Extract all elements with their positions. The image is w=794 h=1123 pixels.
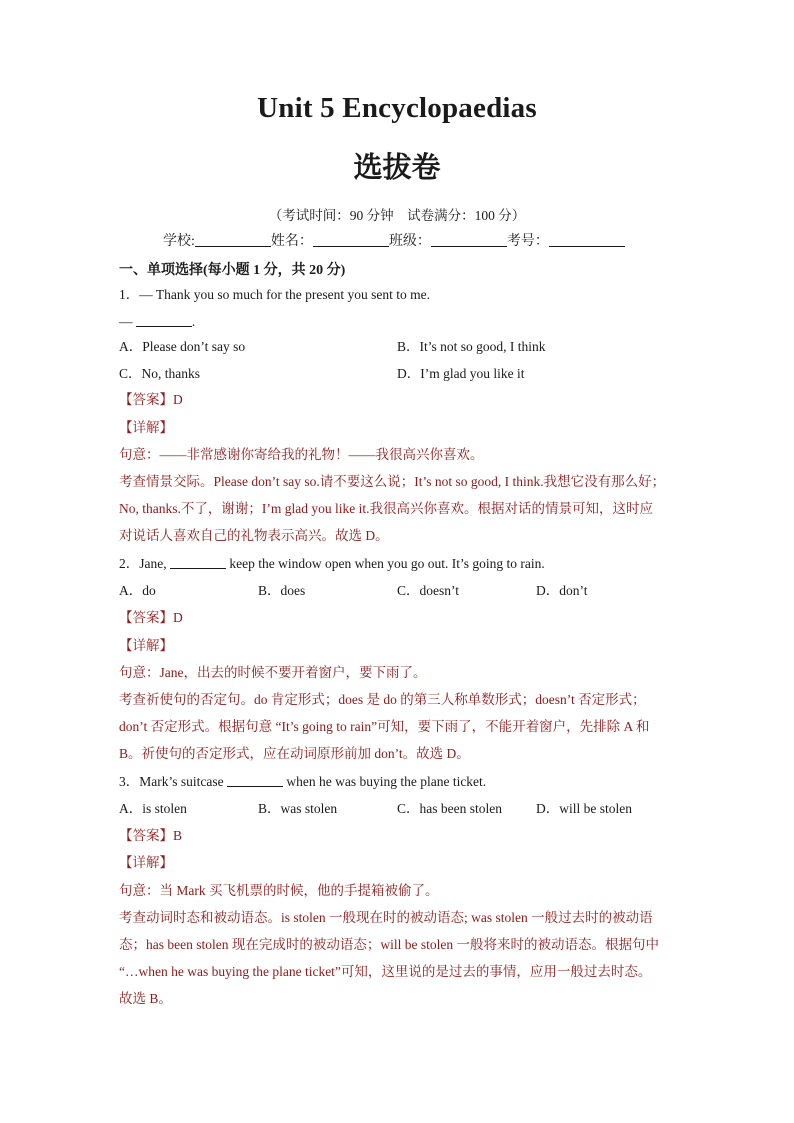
question-1-answer: 【答案】D bbox=[119, 392, 183, 407]
school-blank bbox=[195, 232, 271, 247]
question-2-option-b: B．does bbox=[258, 583, 306, 598]
number-blank bbox=[549, 232, 625, 247]
question-1-stem: 1．— Thank you so much for the present you sent to me. bbox=[119, 287, 430, 302]
question-2-option-d: D．don’t bbox=[536, 583, 588, 598]
question-3-explanation-line: 故选 B。 bbox=[119, 991, 172, 1006]
question-3-explanation-line: 考查动词时态和被动语态。is stolen 一般现在时的被动语态; was stolen 一般过去时的被动语 bbox=[119, 910, 653, 925]
question-1-explanation-line: No, thanks.不了，谢谢；I’m glad you like it.我很高兴你喜欢。根据对话的情景可知，这时应 bbox=[119, 501, 653, 516]
question-3-option-d: D．will be stolen bbox=[536, 801, 632, 816]
question-2-explanation-line: 考查祈使句的否定句。do 肯定形式；does 是 do 的第三人称单数形式；doesn’t 否定形式； bbox=[119, 692, 646, 707]
section-title: 一、单项选择(每小题 1 分，共 20 分) bbox=[119, 263, 346, 278]
question-1-response: — . bbox=[119, 314, 196, 329]
question-1-detail-label: 【详解】 bbox=[119, 420, 173, 435]
student-info-fields bbox=[163, 230, 625, 250]
name-blank bbox=[313, 232, 389, 247]
question-3-option-a: A．is stolen bbox=[119, 801, 187, 816]
question-3-explanation-line: “…when he was buying the plane ticket”可知，这里说的是过去的事情，应用一般过去时态。 bbox=[119, 964, 652, 979]
page-subtitle: 选拔卷 bbox=[353, 150, 441, 184]
question-3-explanation-line: 句意：当 Mark 买飞机票的时候，他的手提箱被偷了。 bbox=[119, 883, 439, 898]
exam-info: （考试时间：90 分钟 试卷满分：100 分） bbox=[268, 208, 526, 223]
question-2-answer: 【答案】D bbox=[119, 610, 183, 625]
question-3-option-c: C．has been stolen bbox=[397, 801, 502, 816]
question-2-option-c: C．doesn’t bbox=[397, 583, 460, 598]
question-2-explanation-line: don’t 否定形式。根据句意 “It’s going to rain”可知，要下雨了，不能开着窗户，先排除 A 和 bbox=[119, 719, 650, 734]
question-2-stem: 2．Jane, keep the window open when you go out. It’s going to rain. bbox=[119, 556, 545, 571]
question-3-answer: 【答案】B bbox=[119, 828, 183, 843]
answer-blank bbox=[227, 774, 283, 787]
answer-blank bbox=[136, 314, 192, 327]
number-label: 考号： bbox=[506, 234, 549, 249]
question-2-detail-label: 【详解】 bbox=[119, 638, 173, 653]
question-3-explanation-line: 态；has been stolen 现在完成时的被动语态；will be stolen 一般将来时的被动语态。根据句中 bbox=[119, 937, 659, 952]
question-3-option-b: B．was stolen bbox=[258, 801, 338, 816]
question-1-option-a: A．Please don’t say so bbox=[119, 339, 246, 354]
question-3-detail-label: 【详解】 bbox=[119, 855, 173, 870]
class-label: 班级： bbox=[388, 234, 431, 249]
question-1-explanation-line: 考查情景交际。Please don’t say so.请不要这么说；It’s not so good, I think.我想它没有那么好； bbox=[119, 474, 666, 489]
page-title: Unit 5 Encyclopaedias bbox=[257, 92, 537, 124]
school-label: 学校: bbox=[163, 234, 195, 249]
question-2-explanation-line: 句意：Jane，出去的时候不要开着窗户，要下雨了。 bbox=[119, 665, 427, 680]
question-1-explanation-line: 对说话人喜欢自己的礼物表示高兴。故选 D。 bbox=[119, 528, 389, 543]
class-blank bbox=[431, 232, 507, 247]
question-1-option-d: D．I’m glad you like it bbox=[397, 366, 525, 381]
question-1-explanation-line: 句意：——非常感谢你寄给我的礼物！——我很高兴你喜欢。 bbox=[119, 447, 484, 462]
question-3-stem: 3．Mark’s suitcase when he was buying the plane ticket. bbox=[119, 774, 487, 789]
question-2-option-a: A．do bbox=[119, 583, 156, 598]
name-label: 姓名： bbox=[270, 234, 313, 249]
question-2-explanation-line: B。祈使句的否定形式，应在动词原形前加 don’t。故选 D。 bbox=[119, 746, 470, 761]
answer-blank bbox=[170, 556, 226, 569]
question-1-option-c: C．No, thanks bbox=[119, 366, 200, 381]
question-1-option-b: B．It’s not so good, I think bbox=[397, 339, 546, 354]
